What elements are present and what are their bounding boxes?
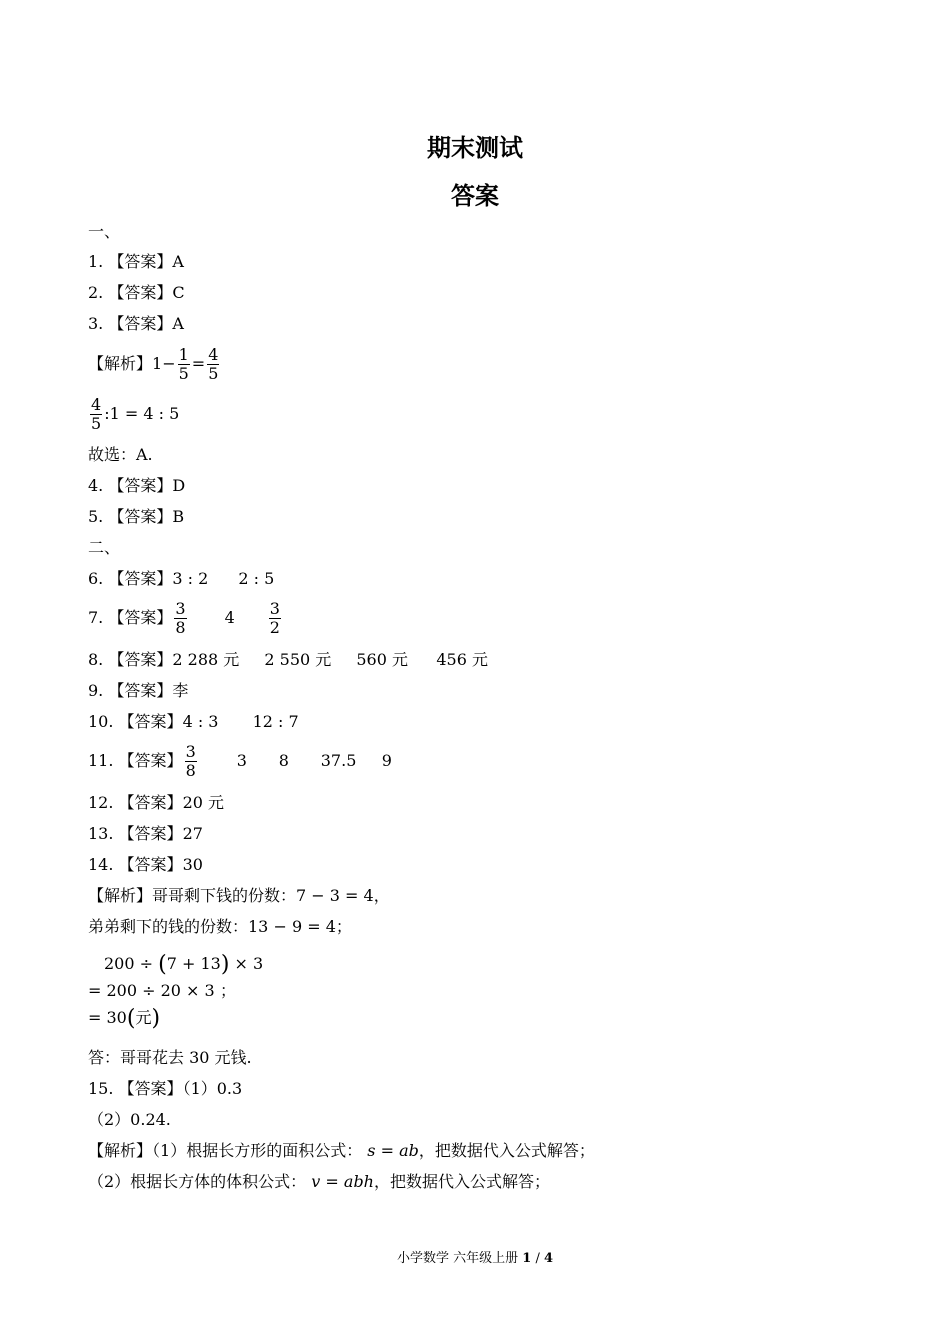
fraction: $\frac{4}{5}$ xyxy=(208,345,219,383)
answer-line-q5: 5. 【答案】B xyxy=(88,507,185,526)
page-title: 期末测试 xyxy=(427,134,523,162)
calc-row-1: 200 ÷ (7 + 13) × 3 xyxy=(104,952,264,977)
answer-line-q1: 1. 【答案】A xyxy=(88,252,184,271)
answer-line-q3: 3. 【答案】A xyxy=(88,314,184,333)
explanation-q3-conclusion: 故选：A. xyxy=(88,445,153,464)
explanation-q3-line2: $\frac{4}{5}$ :1 = 4 : 5 xyxy=(91,395,180,433)
calculation-block xyxy=(88,950,263,1031)
answer-line-q11: 11. 【答案】 $\frac{3}{8}$ 3 8 37.5 9 xyxy=(88,742,392,780)
section-heading-2: 二、 xyxy=(88,538,121,557)
answer-line-q13: 13. 【答案】27 xyxy=(88,824,203,843)
explanation-q15-line2: （2）根据长方体的体积公式： v = abh，把数据代入公式解答； xyxy=(88,1172,550,1191)
fraction: $\frac{3}{2}$ xyxy=(269,599,280,637)
answer-line-q2: 2. 【答案】C xyxy=(88,283,185,302)
answer-line-q12: 12. 【答案】20 元 xyxy=(88,793,225,812)
answer-line-q14: 14. 【答案】30 xyxy=(88,855,203,874)
answer-line-q4: 4. 【答案】D xyxy=(88,476,186,495)
answer-line-q8: 8. 【答案】2 288 元 2 550 元 560 元 456 元 xyxy=(88,650,489,669)
answer-line-q15: 15. 【答案】（1）0.3 xyxy=(88,1079,243,1098)
calc-row-2: = 200 ÷ 20 × 3 ； xyxy=(88,981,237,1000)
page-footer: 小学数学 六年级上册 1 / 4 xyxy=(396,1251,554,1266)
calc-row-3: = 30(元) xyxy=(88,1006,161,1031)
fraction: $\frac{1}{5}$ xyxy=(178,345,189,383)
answer-line-q7: 7. 【答案】 $\frac{3}{8}$ 4 $\frac{3}{2}$ xyxy=(88,599,280,637)
explanation-q15-line1: 【解析】（1）根据长方形的面积公式： s = ab，把数据代入公式解答； xyxy=(88,1141,595,1160)
page-subtitle: 答案 xyxy=(451,182,499,210)
section-heading-1: 一、 xyxy=(88,222,121,241)
answer-line-q6: 6. 【答案】3 : 2 2 : 5 xyxy=(88,569,275,588)
fraction: $\frac{3}{8}$ xyxy=(185,742,196,780)
answer-line-q15-part2: （2）0.24. xyxy=(88,1110,171,1129)
answer-line-q10: 10. 【答案】4 : 3 12 : 7 xyxy=(88,712,299,731)
fraction: $\frac{3}{8}$ xyxy=(175,599,186,637)
answer-line-q9: 9. 【答案】李 xyxy=(88,681,189,700)
explanation-q3-line1: 【解析】1− $\frac{1}{5}$ = $\frac{4}{5}$ xyxy=(88,345,219,383)
explanation-q14-line1: 【解析】哥哥剩下钱的份数：7 − 3 = 4， xyxy=(88,886,390,905)
explanation-q14-conclusion: 答：哥哥花去 30 元钱. xyxy=(88,1048,252,1067)
fraction: $\frac{4}{5}$ xyxy=(91,395,102,433)
explanation-q14-line2: 弟弟剩下的钱的份数：13 − 9 = 4； xyxy=(88,917,352,936)
